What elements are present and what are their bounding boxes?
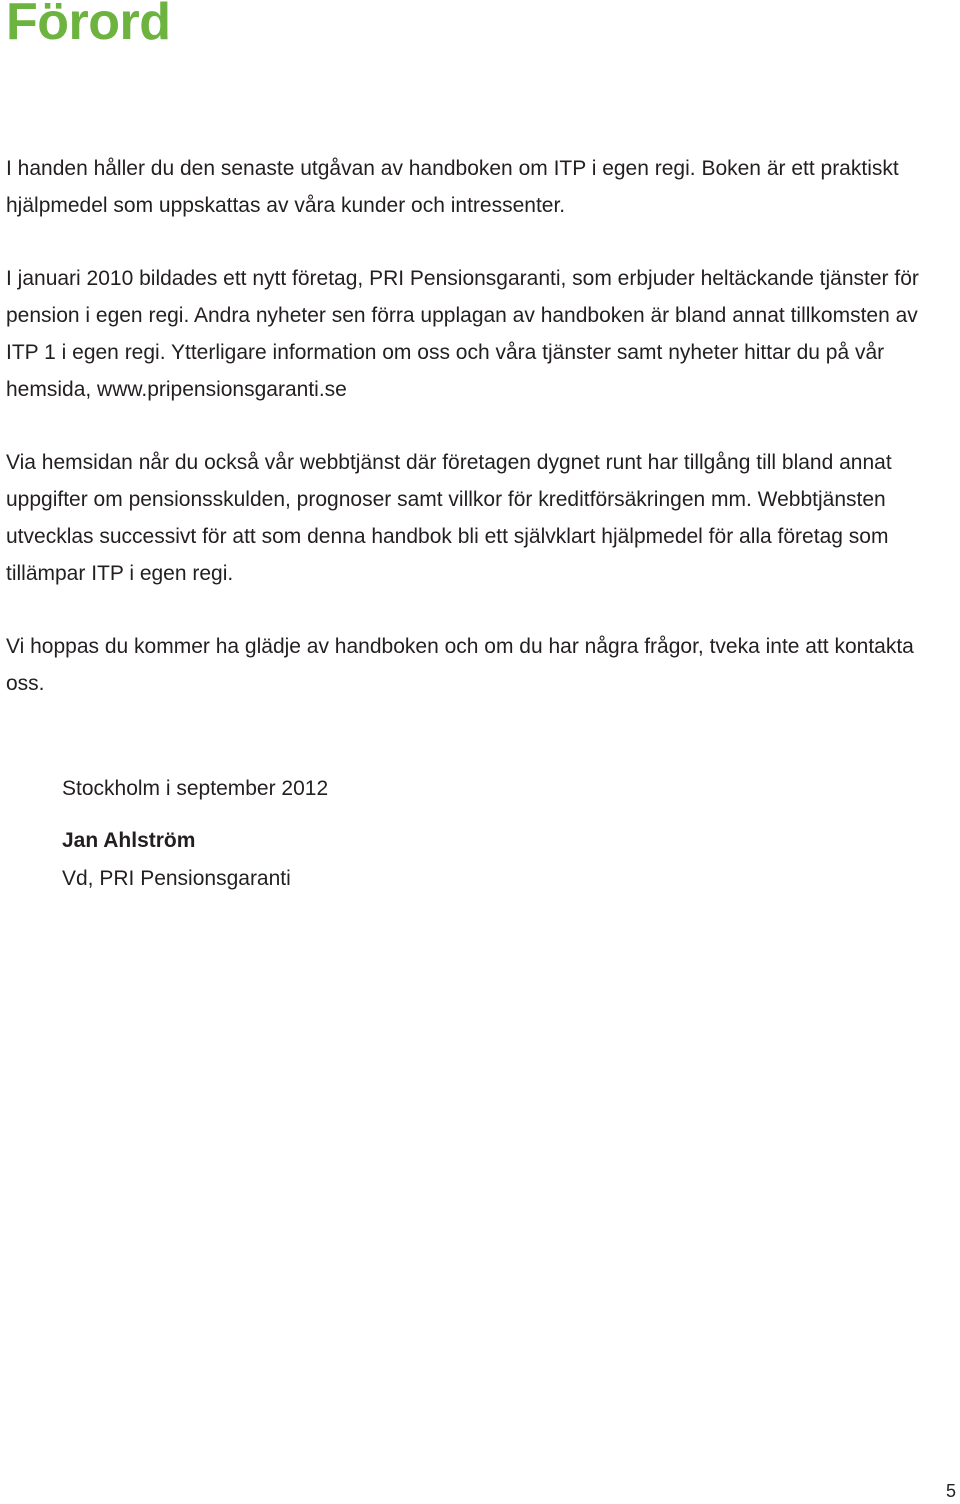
page-title: Förord [6, 0, 171, 51]
paragraph-closing: Vi hoppas du kommer ha glädje av handboken och om du har några frågor, tveka inte att kontakta oss. [6, 635, 914, 695]
foreword-body [6, 150, 954, 738]
paragraph-web-service: Via hemsidan når du också vår webbtjänst där företagen dygnet runt har tillgång till bland annat uppgifter om pensionsskulden, prognoser samt villkor för kreditförsäkringen mm. Webbtjänsten utvecklas successivt för att som denna handbok bli ett självklart hjälpmedel för alla företag som tillämpar ITP i egen regi. [6, 451, 892, 585]
paragraph-news: I januari 2010 bildades ett nytt företag, PRI Pensionsgaranti, som erbjuder heltäckande tjänster för pension i egen regi. Andra nyheter sen förra upplagan av handboken är bland annat tillkomsten av ITP 1 i egen regi. Ytterligare information om oss och våra tjänster samt nyheter hittar du på vår hemsida, www.pripensionsgaranti.se [6, 267, 919, 401]
signature-role: Vd, PRI Pensionsgaranti [62, 867, 291, 890]
page-number: 5 [945, 1481, 956, 1501]
paragraph-intro: I handen håller du den senaste utgåvan av handboken om ITP i egen regi. Boken är ett praktiskt hjälpmedel som uppskattas av våra kunder och intressenter. [6, 157, 899, 217]
signature-name: Jan Ahlström [62, 829, 196, 852]
signature-place-date: Stockholm i september 2012 [62, 777, 329, 800]
signature-block [62, 770, 662, 898]
